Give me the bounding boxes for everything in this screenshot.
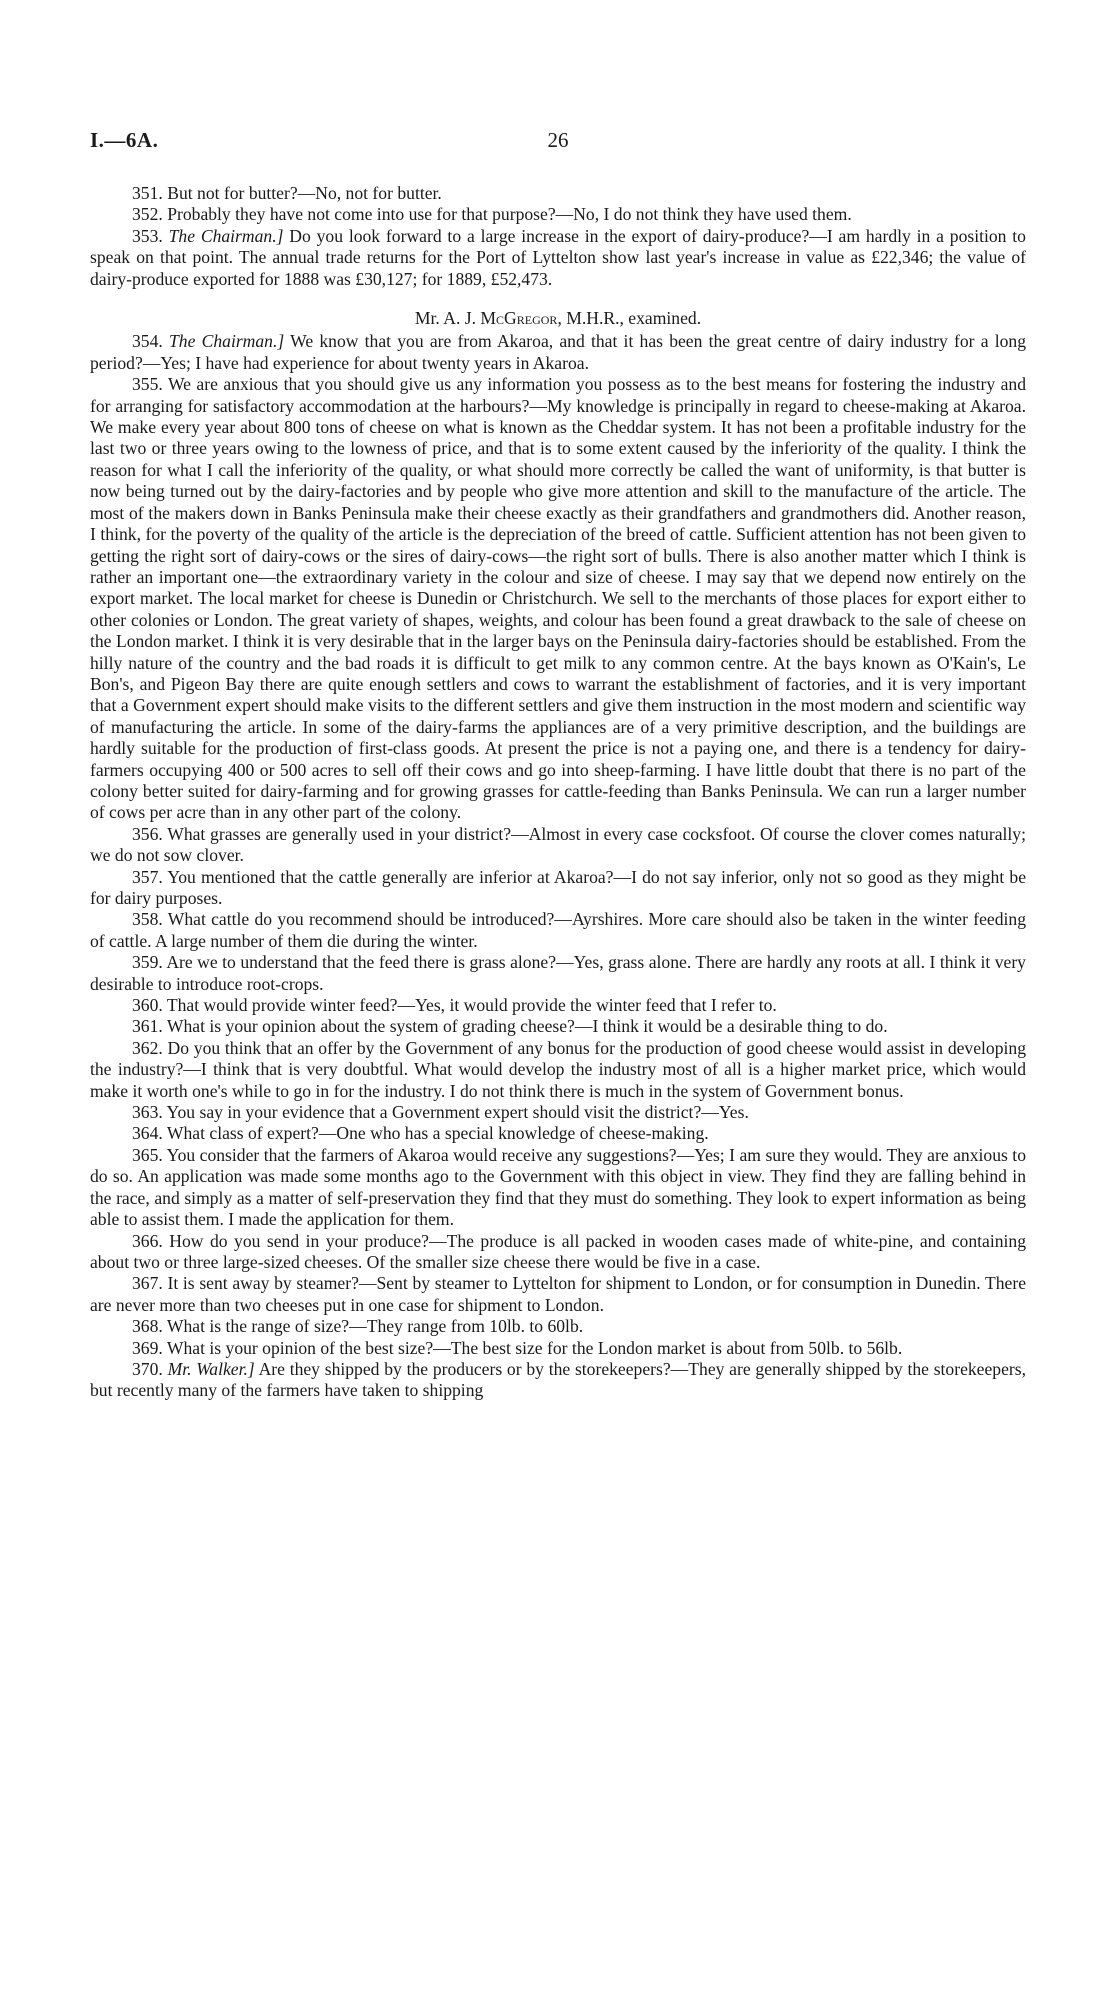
question-text: Do you think that an offer by the Government of any bonus for the production of good cheese would assist in developing the industry?—I think that is very doubtful. What would develop the industry most of all is a higher market price, which would make it worth one's while to go in for the industry. I do not think there is much in the system of Government bonus. (90, 1037, 1026, 1101)
question-paragraph (90, 1016, 1026, 1037)
question-number: 351. (132, 183, 163, 203)
question-text: Are they shipped by the producers or by the storekeepers?—They are generally shipped by the storekeepers, but recently many of the farmers have taken to shipping (90, 1358, 1027, 1401)
question-text: Probably they have not come into use for that purpose?—No, I do not think they have used them. (167, 204, 852, 225)
question-text: How do you send in your produce?—The produce is all packed in wooden cases made of white-pine, and containing about two or three large-sized cheeses. Of the smaller size cheese there would be five in a case. (90, 1230, 1026, 1272)
question-number: 367. (132, 1273, 163, 1294)
question-number: 360. (132, 995, 163, 1016)
question-text: We know that you are from Akaroa, and that it has been the great centre of dairy industry for a long period?—Yes; I have had experience for about twenty years in Akaroa. (90, 331, 1027, 373)
question-number: 357. (132, 866, 163, 887)
question-paragraph (90, 1145, 1026, 1231)
question-number: 358. (132, 909, 163, 930)
question-paragraph (90, 1316, 1026, 1337)
question-text: You consider that the farmers of Akaroa would receive any suggestions?—Yes; I am sure they would. They are anxious to do so. An application was made some months ago to the Government with this object in view. They find they are falling behind in the race, and simply as a matter of self-preservation they find that they must do something. They look to expert information as being able to assist them. I made the application for them. (90, 1144, 1026, 1230)
question-paragraph (90, 1102, 1026, 1123)
question-number: 353. (132, 225, 163, 246)
question-number: 364. (132, 1123, 163, 1144)
speaker-label: The Chairman.] (168, 225, 284, 246)
question-paragraph (90, 867, 1026, 910)
question-text: What is the range of size?—They range from 10lb. to 60lb. (166, 1316, 584, 1337)
speaker-label: Mr. Walker.] (167, 1358, 255, 1379)
question-text: Are we to understand that the feed there is grass alone?—Yes, grass alone. There are hardly any roots at all. I think it very desirable to introduce root-crops. (90, 952, 1026, 994)
question-paragraph (90, 824, 1026, 867)
witness-prefix: Mr. A. J. (414, 308, 481, 329)
question-number: 355. (132, 374, 163, 395)
question-paragraph (90, 952, 1026, 995)
question-paragraph (90, 1273, 1026, 1316)
question-number: 356. (132, 823, 163, 844)
question-text: You say in your evidence that a Government expert should visit the district?—Yes. (166, 1102, 749, 1123)
document-body (90, 183, 1026, 1402)
document-id: I.—6A. (90, 128, 159, 152)
question-text: We are anxious that you should give us any information you possess as to the best means for fostering the industry and for arranging for satisfactory accommodation at the harbours?—My knowledge is principally in regard to cheese-making at Akaroa. We make every year about 800 tons of cheese on what is known as the Cheddar system. It has not been a profitable industry for the last two or three years owing to the lowness of price, and that is to some extent caused by the inferiority of the quality. I think the reason for what I call the inferiority of the quality, or what should more correctly be called the want of uniformity, is that butter is now being turned out by the dairy-factories and by people who give more attention and skill to the manufacture of the article. The most of the makers down in Banks Peninsula make their cheese exactly as their grandfathers and grandmothers did. Another reason, I think, for the poverty of the quality of the article is the depreciation of the breed of cattle. Sufficient attention has not been given to getting the right sort of dairy-cows or the sires of dairy-cows—the right sort of bulls. There is also another matter which I think is rather an important one—the extraordinary variety in the colour and size of cheese. I may say that we depend now entirely on the export market. The local market for cheese is Dunedin or Christchurch. We sell to the merchants of those places for export either to other colonies or London. The great variety of shapes, weights, and colour has been found a great drawback to the sale of cheese on the London market. I think it is very desirable that in the larger bays on the Peninsula dairy-factories should be established. From the hilly nature of the country and the bad roads it is difficult to get milk to any common centre. At the bays known as O'Kain's, Le Bon's, and Pigeon Bay there are quite enough settlers and cows to warrant the establishment of factories, and it is very important that a Government expert should make visits to the different settlers and give them instruction in the most modern and scientific way of manufacturing the article. In some of the dairy-farms the appliances are of a very primitive description, and the buildings are hardly suitable for the production of first-class goods. At present the price is not a paying one, and there is a tendency for dairy-farmers occupying 400 or 500 acres to sell off their cows and go into sheep-farming. I have little doubt that there is no part of the colony better suited for dairy-farming and for growing grasses for cattle-feeding than Banks Peninsula. We can run a larger number of cows per acre than in any other part of the colony. (90, 374, 1026, 823)
witness-suffix: , M.H.R., examined. (557, 308, 702, 329)
witness-heading (90, 308, 1026, 329)
question-text: What is your opinion of the best size?—The best size for the London market is about from 50lb. to 56lb. (166, 1337, 903, 1358)
question-number: 359. (132, 952, 163, 973)
question-number: 362. (132, 1037, 163, 1058)
speaker-label: The Chairman.] (169, 331, 285, 352)
page-number: 26 (547, 128, 569, 152)
paragraph-group-preceding-evidence (90, 183, 1026, 290)
question-paragraph (90, 226, 1026, 290)
question-paragraph (90, 909, 1026, 952)
question-paragraph (90, 374, 1026, 824)
question-text: What class of expert?—One who has a special knowledge of cheese-making. (166, 1123, 709, 1144)
question-number: 354. (132, 331, 163, 352)
question-number: 352. (132, 204, 163, 225)
running-head (90, 128, 1026, 158)
witness-name: McGregor (480, 308, 558, 329)
question-paragraph (90, 1038, 1026, 1102)
question-paragraph (90, 331, 1026, 374)
question-paragraph (90, 995, 1026, 1016)
question-number: 361. (132, 1016, 163, 1037)
question-number: 365. (132, 1144, 163, 1165)
question-text: What cattle do you recommend should be introduced?—Ayrshires. More care should also be taken in the winter feeding of cattle. A large number of them die during the winter. (90, 909, 1026, 951)
question-text: It is sent away by steamer?—Sent by steamer to Lyttelton for shipment to London, or for consumption in Dunedin. There are never more than two cheeses put in one case for shipment to London. (90, 1273, 1026, 1315)
paragraph-group-mcgregor-evidence (90, 331, 1026, 1401)
question-paragraph (90, 204, 1026, 225)
question-text: But not for butter?—No, not for butter. (167, 183, 442, 203)
question-paragraph (90, 1231, 1026, 1274)
question-number: 368. (132, 1316, 163, 1337)
question-number: 369. (132, 1337, 163, 1358)
question-text: What is your opinion about the system of grading cheese?—I think it would be a desirable thing to do. (166, 1016, 888, 1037)
question-text: What grasses are generally used in your district?—Almost in every case cocksfoot. Of course the clover comes naturally; we do not sow clover. (90, 823, 1026, 866)
question-paragraph (90, 1123, 1026, 1144)
question-paragraph (90, 1359, 1026, 1402)
question-number: 370. (132, 1358, 163, 1379)
question-text: You mentioned that the cattle generally are inferior at Akaroa?—I do not say inferior, only not so good as they might be for dairy purposes. (90, 866, 1027, 908)
question-number: 363. (132, 1102, 163, 1123)
question-text: Do you look forward to a large increase in the export of dairy-produce?—I am hardly in a position to speak on that point. The annual trade returns for the Port of Lyttelton show last year's increase in value as £22,346; the value of dairy-produce exported for 1888 was £30,127; for 1889, £52,473. (90, 225, 1026, 289)
question-number: 366. (132, 1230, 163, 1251)
question-paragraph (90, 183, 1026, 204)
question-paragraph (90, 1338, 1026, 1359)
question-text: That would provide winter feed?—Yes, it would provide the winter feed that I refer to. (166, 995, 777, 1016)
